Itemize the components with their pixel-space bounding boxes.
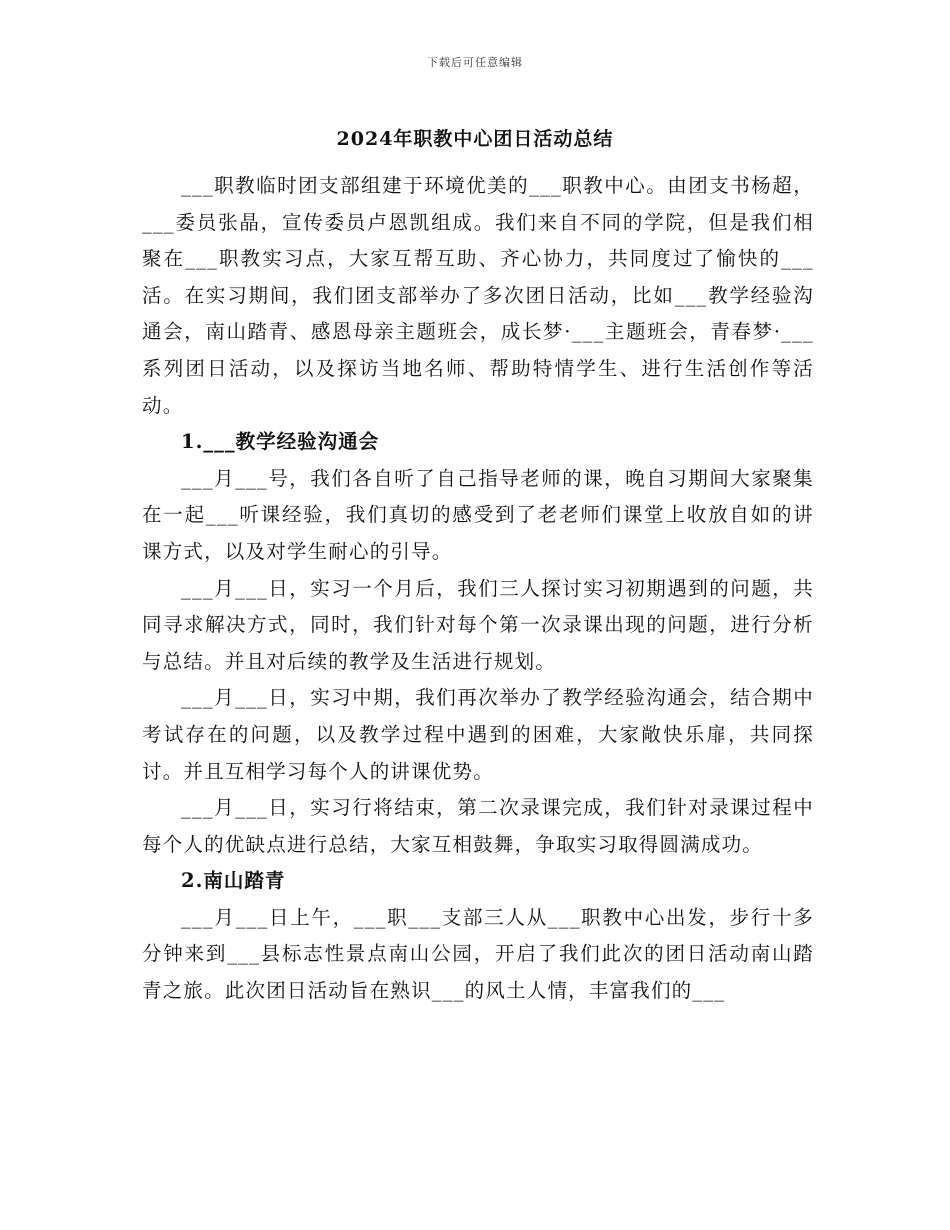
body-paragraph: ___月___日，实习中期，我们再次举办了教学经验沟通会，结合期中考试存在的问题，以及教学过程中遇到的困难，大家敞快乐扉，共同探讨。并且互相学习每个人的讲课优势。 [142, 686, 814, 783]
document-body [142, 168, 814, 1010]
section-heading-1: 1.___教学经验沟通会 [181, 430, 380, 454]
document-title: 2024年职教中心团日活动总结 [336, 128, 614, 150]
page-header-note: 下载后可任意编辑 [427, 56, 523, 69]
body-paragraph: ___月___号，我们各自听了自己指导老师的课，晚自习期间大家聚集在一起___听课经验，我们真切的感受到了老老师们课堂上收放自如的讲课方式，以及对学生耐心的引导。 [142, 466, 814, 563]
intro-paragraph: ___职教临时团支部组建于环境优美的___职教中心。由团支书杨超，___委员张晶，宣传委员卢恩凯组成。我们来自不同的学院，但是我们相聚在___职教实习点，大家互帮互助、齐心协力，共同度过了愉快的___活。在实习期间，我们团支部举办了多次团日活动，比如___教学经验沟通会，南山踏青、感恩母亲主题班会，成长梦·___主题班会，青春梦·___系列团日活动，以及探访当地名师、帮助特情学生、进行生活创作等活动。 [142, 174, 814, 417]
body-paragraph: ___月___日，实习一个月后，我们三人探讨实习初期遇到的问题，共同寻求解决方式，同时，我们针对每个第一次录课出现的问题，进行分析与总结。并且对后续的教学及生活进行规划。 [142, 576, 814, 673]
body-paragraph: ___月___日，实习行将结束，第二次录课完成，我们针对录课过程中每个人的优缺点进行总结，大家互相鼓舞，争取实习取得圆满成功。 [142, 796, 814, 856]
body-paragraph: ___月___日上午，___职___支部三人从___职教中心出发，步行十多分钟来到___县标志性景点南山公园，开启了我们此次的团日活动南山踏青之旅。此次团日活动旨在熟识___的风土人情，丰富我们的___ [142, 905, 814, 1003]
section-heading-2: 2.南山踏青 [181, 869, 286, 893]
